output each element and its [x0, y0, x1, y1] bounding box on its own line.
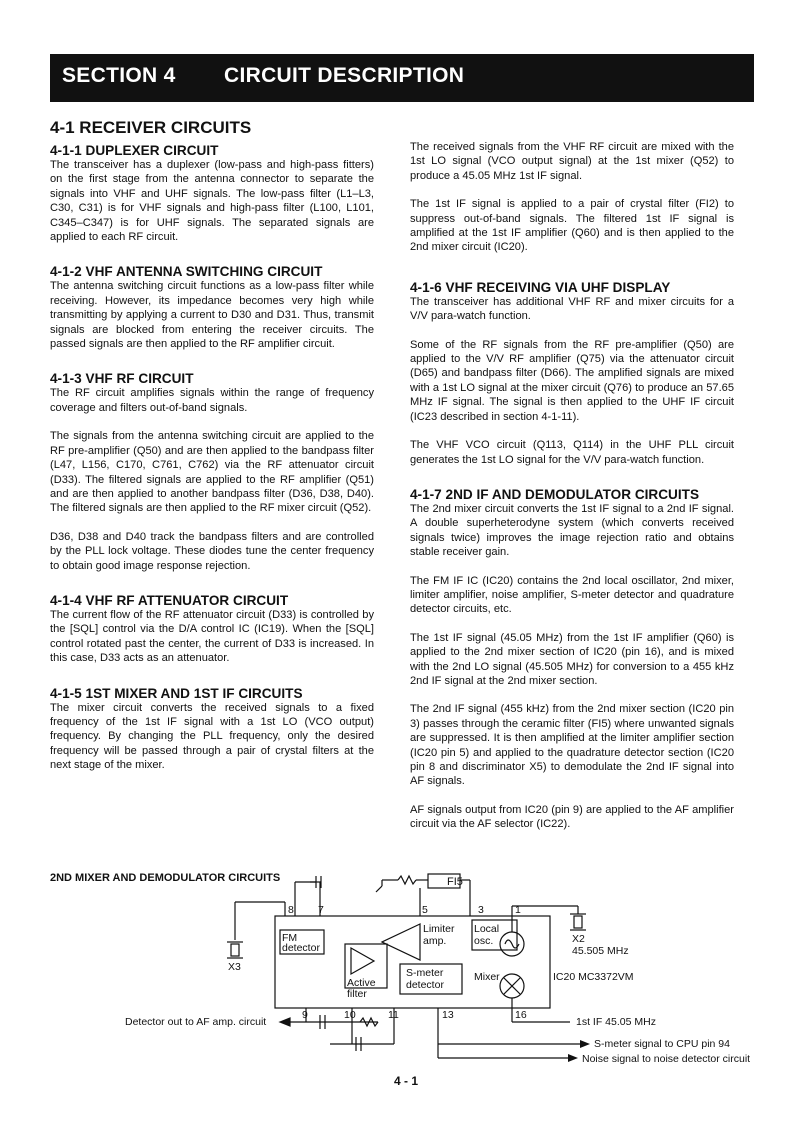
block-diagram [120, 876, 751, 1068]
section-heading: 4-1-3 VHF RF CIRCUIT [50, 371, 194, 387]
page-number: 4 - 1 [394, 1074, 419, 1088]
mixer-label: Mixer [474, 971, 500, 983]
pin-8: 8 [288, 904, 294, 916]
section-heading: 4-1-4 VHF RF ATTENUATOR CIRCUIT [50, 592, 289, 608]
paragraph: The 2nd IF signal (455 kHz) from the 2nd mixer section (IC20 pin 3) passes through the ceramic filter (FI5) where unwanted signals are suppressed. It is then amplified at the limiter amplifier section (IC20 pin 5) and applied to the quadrature detector section (IC20 pin 8 and discriminator X5) to demodulate the 2nd IF signal into AF signals. [410, 703, 734, 788]
ic20-label: IC20 MC3372VM [553, 971, 634, 983]
paragraph: The received signals from the VHF RF circuit are mixed with the 1st LO signal (VCO output signal) at the 1st mixer (Q52) to produce a 45.05 MHz 1st IF signal. [410, 141, 734, 182]
pin-1: 1 [515, 904, 521, 916]
resistor-icon [398, 876, 416, 884]
crystal-x2-icon [574, 916, 582, 928]
if-input-label: 1st IF 45.05 MHz [576, 1016, 656, 1028]
limiter-label: Limiter [423, 923, 455, 935]
pin-10: 10 [344, 1009, 356, 1021]
x2-label: X2 [572, 933, 585, 945]
arrow-right-icon [568, 1054, 578, 1062]
paragraph: The 1st IF signal (45.05 MHz) from the 1st IF amplifier (Q60) is applied to the 2nd mixer section of IC20 (pin 16), and is mixed with the 2nd LO signal (45.505 MHz) for conversion to a 455 kHz 2nd IF signal at the 2nd mixer section. [410, 631, 734, 687]
left-column [50, 118, 374, 794]
section-heading: 4-1-7 2ND IF AND DEMODULATOR CIRCUITS [410, 486, 700, 502]
arrow-right-icon [580, 1040, 590, 1048]
right-column [410, 140, 734, 853]
pin-5: 5 [422, 904, 428, 916]
paragraph: The 1st IF signal is applied to a pair of crystal filter (FI2) to suppress out-of-band signals. The filtered 1st IF signal is amplified at the 1st IF amplifier (Q60) and is then applied to the 2nd mixer circuit (IC20). [410, 198, 734, 254]
arrow-left-icon [280, 1018, 290, 1026]
paragraph: The antenna switching circuit functions as a low-pass filter while receiving. However, its impedance becomes very high while transmitting by applying a current to D30 and D31. Thus, transmit signals are blocked from entering the receiver circuits. The passed signals are then applied to the RF amplifier circuit. [50, 280, 374, 351]
section-duplexer [50, 144, 374, 244]
pin-11: 11 [388, 1009, 399, 1021]
paragraph: D36, D38 and D40 track the bandpass filters and are controlled by the PLL lock voltage. These diodes tune the center frequency to obtain good image response rejection. [50, 530, 374, 572]
active-filter-label: filter [347, 988, 367, 1000]
smeter-output-label: S-meter signal to CPU pin 94 [594, 1038, 730, 1050]
pin-3: 3 [478, 904, 484, 916]
limiter-label: amp. [423, 935, 447, 947]
paragraph: AF signals output from IC20 (pin 9) are applied to the AF amplifier circuit via the AF selector (IC22). [410, 803, 734, 831]
fi5-label: FI5 [447, 876, 463, 888]
pin-16: 16 [515, 1009, 527, 1021]
section-rf-attenuator [50, 594, 374, 666]
section-heading: 4-1-2 VHF ANTENNA SWITCHING CIRCUIT [50, 264, 323, 280]
section-number: SECTION 4 [62, 64, 176, 87]
section-heading: 4-1-1 DUPLEXER CIRCUIT [50, 143, 219, 158]
active-filter-label: Active [347, 977, 376, 989]
section-banner [50, 54, 754, 102]
fm-detector-label: FM [282, 932, 298, 944]
local-osc-label: Local [474, 923, 500, 935]
main-heading: 4-1 RECEIVER CIRCUITS [50, 118, 252, 137]
noise-output-label: Noise signal to noise detector circuit [582, 1053, 751, 1065]
fm-detector-label: detector [282, 942, 320, 954]
active-filter-triangle [351, 948, 374, 974]
section-title: CIRCUIT DESCRIPTION [224, 64, 465, 87]
section-1st-mixer [50, 687, 374, 773]
smeter-label: S-meter [406, 967, 444, 979]
paragraph: The 2nd mixer circuit converts the 1st IF signal to a 2nd IF signal. A double superheterodyne system (which converts received signals twice) improves the image rejection ratio and obtains stable receiver gain. [410, 502, 734, 559]
section-vhf-via-uhf [410, 281, 734, 467]
paragraph: The current flow of the RF attenuator circuit (D33) is controlled by the [SQL] control via the D/A control IC (IC19). When the [SQL] control rotated past the center, the current of D33 is increased. In this case, D33 acts as an attenuator. [50, 608, 374, 665]
x3-label: X3 [228, 961, 241, 973]
paragraph: The VHF VCO circuit (Q113, Q114) in the UHF PLL circuit generates the 1st LO signal for the V/V para-watch function. [410, 439, 734, 466]
local-osc-label: osc. [474, 935, 494, 947]
detector-out-label: Detector out to AF amp. circuit [125, 1016, 267, 1028]
paragraph: The transceiver has a duplexer (low-pass and high-pass fitters) on the first stage from the antenna connector to separate the signals into VHF and UHF signals. The low-pass filter (L1–L3, C30, C31) is for VHF signals and high-pass filter (L100, L101, C345–C347) is for UHF signals. The separated signals are applied to each RF circuit. [50, 159, 374, 244]
section-heading: 4-1-6 VHF RECEIVING VIA UHF DISPLAY [410, 279, 671, 295]
paragraph: The RF circuit amplifies signals within the range of frequency coverage and filters out-of-band signals. [50, 387, 374, 414]
x2-frequency: 45.505 MHz [572, 945, 629, 957]
crystal-x3-icon [231, 944, 239, 956]
smeter-label: detector [406, 979, 444, 991]
paragraph: The signals from the antenna switching circuit are applied to the RF pre-amplifier (Q50) and are then applied to the bandpass filter (L47, L156, C170, C761, C762) via the RF attenuator circuit (D33). The filtered signals are applied to the RF amplifier (Q51) and are then applied to another bandpass filter (D36, D38, D40). The filtered signals are then applied to the RF mixer circuit (Q52). [50, 430, 374, 515]
section-2nd-if [410, 488, 734, 832]
paragraph: The mixer circuit converts the received signals to a fixed frequency of the 1st IF signal with a 1st LO (VCO output) frequency. By changing the PLL frequency, only the desired frequency will be passed through a pair of crystal filters at the next stage of the mixer. [50, 701, 374, 772]
section-heading: 4-1-5 1ST MIXER AND 1ST IF CIRCUITS [50, 685, 303, 701]
paragraph: The transceiver has additional VHF RF and mixer circuits for a V/V para-watch function. [410, 295, 734, 323]
pin-7: 7 [318, 904, 324, 916]
limiter-amp-triangle [382, 924, 420, 960]
pin-13: 13 [442, 1009, 454, 1021]
diagram-caption: 2ND MIXER AND DEMODULATOR CIRCUITS [50, 872, 281, 884]
paragraph: The FM IF IC (IC20) contains the 2nd local oscillator, 2nd mixer, limiter amplifier, noise amplifier, S-meter detector and quadrature detector circuits, etc. [410, 574, 734, 616]
pin-9: 9 [302, 1009, 308, 1021]
section-antenna-switching [50, 265, 374, 351]
paragraph: Some of the RF signals from the RF pre-amplifier (Q50) are applied to the V/V RF amplifier (Q75) via the attenuator circuit (D65) and bandpass filter (D66). The amplified signals are mixed with a 1st LO signal at the mixer circuit (Q76) to produce an 57.65 MHz IF signal. The signal is then applied to the UHF IF circuit (IC23 described in section 4-1-11). [410, 338, 734, 423]
section-rf-circuit [50, 372, 374, 572]
